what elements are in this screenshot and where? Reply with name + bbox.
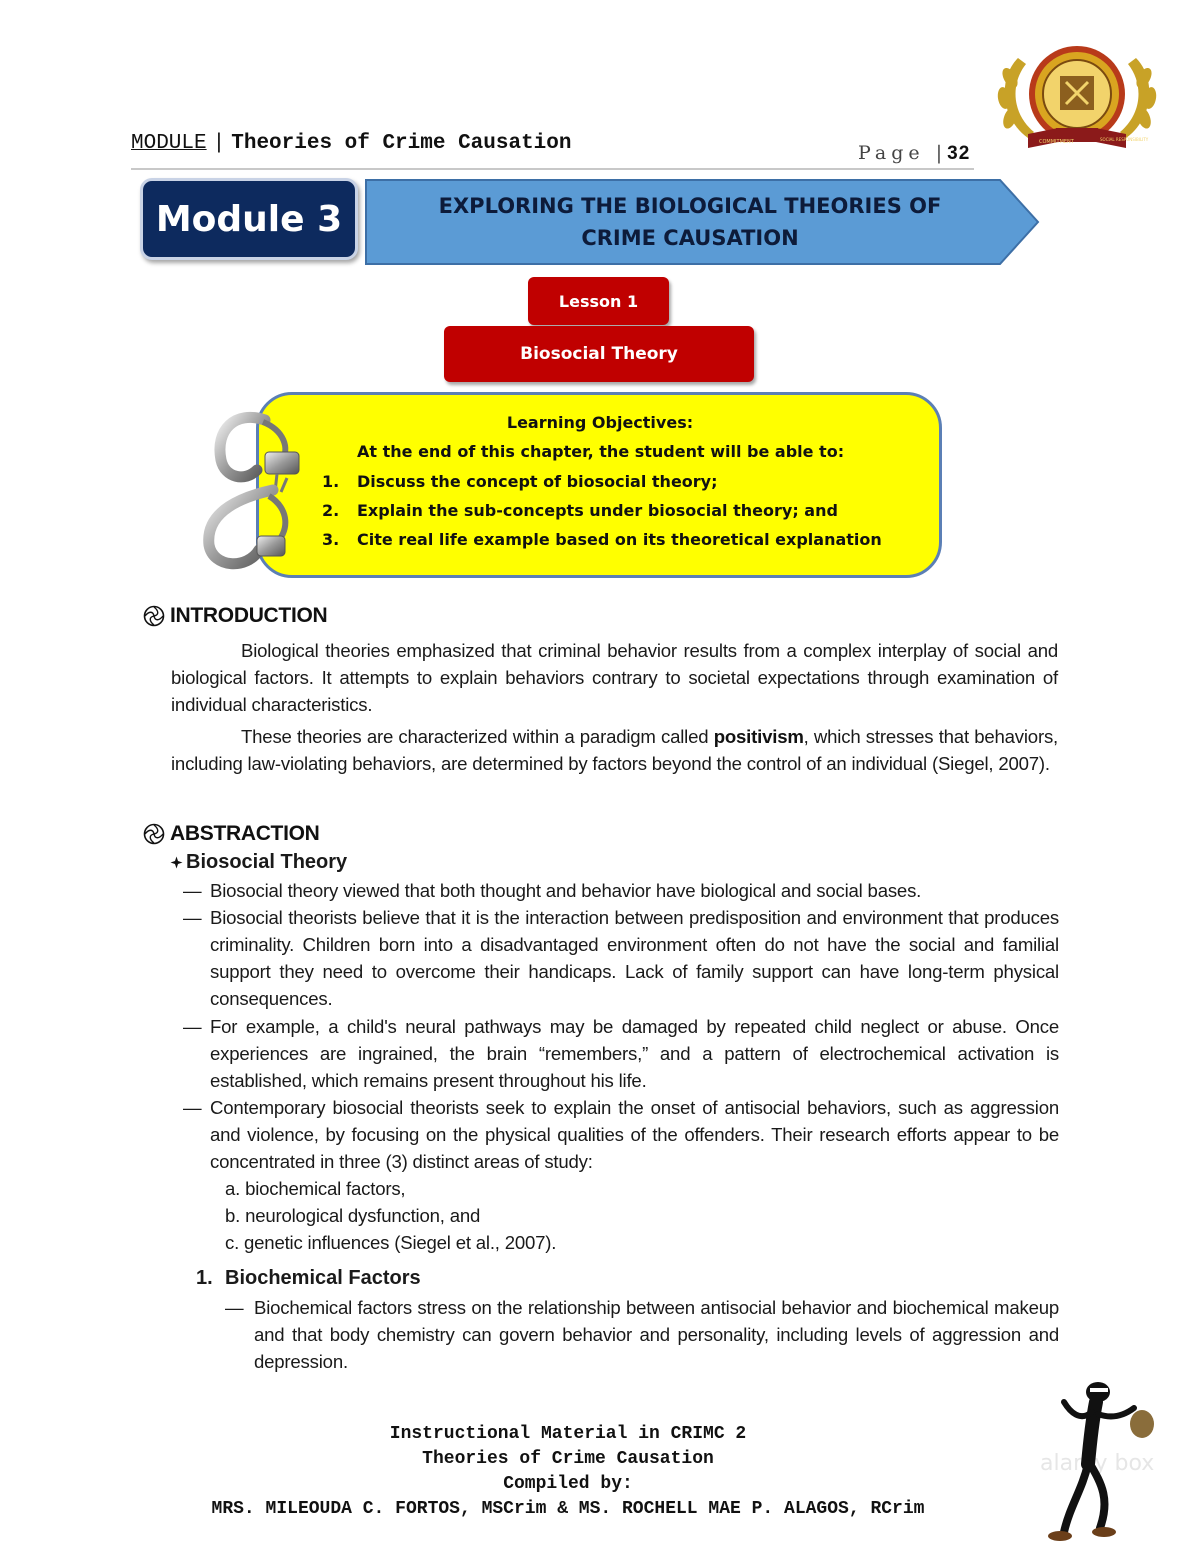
biochemical-factors-text: Biochemical factors stress on the relationship between antisocial behavior and biochemical makeup and that body chemistry can govern behavior and personality, including levels of aggression and depression.	[254, 1297, 1059, 1372]
objective-text: Explain the sub-concepts under biosocial theory; and	[357, 501, 838, 520]
objective-text: Cite real life example based on its theoretical explanation	[357, 530, 882, 549]
abstraction-bullet-text: Biosocial theory viewed that both thought and behavior have biological and social bases.	[210, 880, 922, 901]
dash-marker: —	[183, 907, 202, 928]
university-seal-logo	[988, 38, 1166, 158]
running-header	[131, 132, 572, 155]
footer-line-2: Theories of Crime Causation	[422, 1449, 714, 1469]
objective-number: 2.	[322, 501, 340, 520]
module-label: Module 3	[155, 198, 343, 240]
abstraction-bullet-text: Contemporary biosocial theorists seek to explain the onset of antisocial behaviors, such as aggression and violence, by focusing on the physical qualities of the offenders. Their research efforts appear to be concentrated in three (3) distinct areas of study:	[210, 1097, 1059, 1172]
abstraction-bullet	[183, 1013, 1059, 1094]
star-bullet-icon	[170, 856, 183, 869]
footer-line-1: Instructional Material in CRIMC 2	[389, 1424, 747, 1444]
study-area-item: a. biochemical factors,	[225, 1178, 406, 1199]
abstraction-bullet-text: For example, a child's neural pathways may be damaged by repeated child neglect or abuse. Once experiences are ingrained, the brain “remembers,” and a pattern of electrochemical activation is established, which remains present throughout his life.	[210, 1016, 1059, 1091]
course-title: Theories of Crime Causation	[231, 132, 572, 155]
dash-marker: —	[183, 880, 202, 901]
handcuffs-icon	[195, 400, 315, 575]
section-number: 1.	[196, 1267, 213, 1289]
abstraction-bullet	[183, 1094, 1059, 1175]
objective-number: 3.	[322, 530, 340, 549]
introduction-paragraph-1	[171, 637, 1058, 718]
objectives-intro: At the end of this chapter, the student will be able to:	[357, 442, 845, 461]
lesson-topic: Biosocial Theory	[444, 326, 754, 382]
objective-item	[322, 472, 882, 501]
dash-marker: —	[225, 1297, 244, 1318]
objective-number: 1.	[322, 472, 340, 491]
study-area-item: b. neurological dysfunction, and	[225, 1205, 481, 1226]
introduction-heading-text: INTRODUCTION	[170, 604, 328, 627]
introduction-heading	[143, 604, 327, 628]
lesson-label: Lesson 1	[528, 277, 669, 325]
biochemical-factors-bullet	[225, 1294, 1059, 1375]
spiral-bullet-icon	[143, 605, 165, 627]
spiral-bullet-icon	[143, 823, 165, 845]
module-word: MODULE	[131, 132, 207, 155]
watermark: alamy box	[1040, 1451, 1155, 1476]
biochemical-factors-heading	[196, 1267, 421, 1290]
module-title-line-2: CRIME CAUSATION	[581, 226, 799, 250]
footer-line-3: Compiled by:	[503, 1474, 633, 1494]
abstraction-heading-text: ABSTRACTION	[170, 822, 320, 845]
objective-item	[322, 501, 882, 530]
abstraction-heading	[143, 822, 320, 846]
biosocial-theory-subheading-text: Biosocial Theory	[186, 851, 348, 873]
page-separator: |	[935, 142, 948, 164]
introduction-p1-text: Biological theories emphasized that criminal behavior results from a complex interplay of social and biological factors. It attempts to explain behaviors contrary to societal expectations through examination of individual characteristics.	[171, 640, 1058, 715]
footer-line-4: MRS. MILEOUDA C. FORTOS, MSCrim & MS. ROCHELL MAE P. ALAGOS, RCrim	[211, 1499, 925, 1519]
introduction-paragraph-2	[171, 723, 1058, 777]
dash-marker: —	[183, 1016, 202, 1037]
running-thief-illustration	[1040, 1372, 1200, 1552]
abstraction-bullet	[183, 904, 1059, 1012]
abstraction-bullet	[183, 877, 1059, 904]
header-rule	[131, 168, 974, 170]
objectives-list	[322, 472, 882, 559]
introduction-p2-after: , which stresses that behaviors, including law-violating behaviors, are determined by factors beyond the control of an individual (Siegel, 2007).	[171, 726, 1059, 774]
dash-marker: —	[183, 1097, 202, 1118]
page-number: 32	[947, 143, 971, 164]
objective-text: Discuss the concept of biosocial theory;	[357, 472, 718, 491]
introduction-p2-bold: positivism	[713, 726, 804, 747]
module-title-line-1: EXPLORING THE BIOLOGICAL THEORIES OF	[438, 194, 942, 218]
module-label-box	[140, 178, 358, 260]
header-separator: |	[212, 132, 226, 155]
introduction-p2-before: These theories are characterized within a paradigm called	[241, 726, 714, 747]
seal-ribbon-left: COMMITMENT	[1039, 139, 1074, 145]
page-indicator	[858, 142, 970, 165]
module-title	[380, 190, 1000, 254]
seal-ribbon-right: SOCIAL RESPONSIBILITY	[1100, 137, 1149, 142]
objectives-title: Learning Objectives:	[506, 413, 694, 432]
biosocial-theory-subheading	[170, 851, 347, 874]
objective-item	[322, 530, 882, 559]
study-area-item: c. genetic influences (Siegel et al., 2007).	[225, 1232, 557, 1253]
abstraction-bullet-text: Biosocial theorists believe that it is the interaction between predisposition and environment that produces criminality. Children born into a disadvantaged environment often do not have the social and familial support they need to overcome their handicaps. Lack of family support can have long-term physical consequences.	[210, 907, 1059, 1009]
page-label: Page	[858, 142, 925, 164]
section-title: Biochemical Factors	[225, 1267, 421, 1289]
